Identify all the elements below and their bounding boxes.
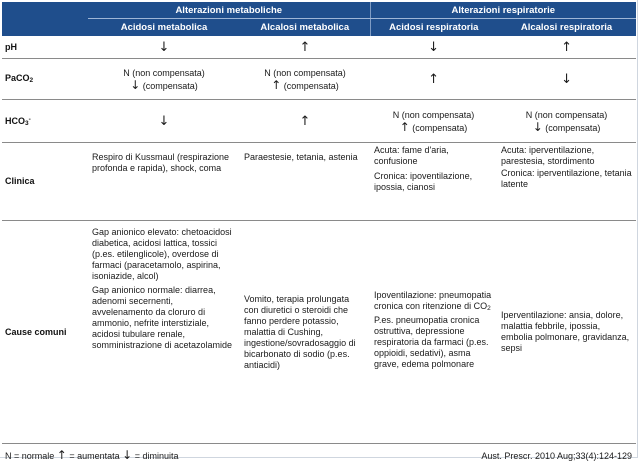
arrow-down-icon: ↓ <box>428 40 439 55</box>
header-respiratory-group: Alterazioni respiratorie <box>370 2 636 19</box>
cell-hco3-alcalosi-resp <box>497 100 636 143</box>
arrow-down-icon: ↓ <box>159 114 170 129</box>
cell-clinica-acidosi-met: Respiro di Kussmaul (respirazione profonda e rapida), shock, coma <box>88 143 240 221</box>
hco3-label-sup: - <box>29 116 31 123</box>
paco2-acidosi-met-line1: N (non compensata) <box>92 67 236 79</box>
cell-paco2-acidosi-resp <box>370 59 497 100</box>
cell-clinica-alcalosi-resp <box>497 143 636 221</box>
arrow-down-icon: ↓ <box>561 72 572 87</box>
cell-hco3-acidosi-resp <box>370 100 497 143</box>
cell-cause-acidosi-met <box>88 221 240 444</box>
cell-clinica-alcalosi-met: Paraestesie, tetania, astenia <box>240 143 370 221</box>
clinica-alcalosi-resp-cronica: Cronica: iperventilazione, tetania latente <box>501 168 632 190</box>
hco3-acidosi-resp-line1: N (non compensata) <box>374 109 493 121</box>
cause-acidosi-resp-ipoventilazione-text: Ipoventilazione: pneumopatia cronica con ritenzione di CO <box>374 290 491 311</box>
row-label-paco2 <box>2 59 88 100</box>
cell-paco2-alcalosi-met <box>240 59 370 100</box>
cell-cause-alcalosi-met: Vomito, terapia prolungata con diuretici o steroidi che fanno perdere potassio, malattia di Cushing, ingestione/sovradosaggio di bicarbonato di sodio (p.es. antiacidi) <box>240 221 370 444</box>
hco3-alcalosi-resp-line2: (compensata) <box>545 123 600 133</box>
hco3-label-main: HCO <box>5 116 25 126</box>
cell-ph-alcalosi-met <box>240 36 370 59</box>
table-row-ph <box>2 36 636 59</box>
clinica-acidosi-resp-cronica: Cronica: ipoventilazione, ipossia, cianosi <box>374 171 493 193</box>
clinica-alcalosi-resp-acuta: Acuta: iperventilazione, parestesia, stordimento <box>501 145 632 167</box>
header-column-row <box>2 19 636 37</box>
arrow-up-icon: ↑ <box>300 40 311 55</box>
cell-cause-acidosi-resp <box>370 221 497 444</box>
footer-legend <box>2 444 370 468</box>
arrow-down-icon: ↓ <box>533 120 543 134</box>
row-label-clinica: Clinica <box>2 143 88 221</box>
hco3-label-sub: 3 <box>25 120 29 127</box>
legend-up-text: = aumentata <box>67 451 122 461</box>
cause-acidosi-met-gap-elevato: Gap anionico elevato: chetoacidosi diabetica, acidosi lattica, tossici (p.es. etilenglicole), overdose di farmaci (paracetamolo, aspirina, isoniazide, alcol) <box>92 227 236 282</box>
table-footer-row <box>2 444 636 468</box>
arrow-up-icon: ↑ <box>57 448 67 462</box>
cell-ph-acidosi-met <box>88 36 240 59</box>
hco3-alcalosi-resp-line1: N (non compensata) <box>501 109 632 121</box>
cell-cause-alcalosi-resp: Iperventilazione: ansia, dolore, malattia febbrile, ipossia, embolia polmonare, gravidanza, sepsi <box>497 221 636 444</box>
cell-ph-alcalosi-resp <box>497 36 636 59</box>
paco2-acidosi-met-line2-wrap <box>92 79 236 92</box>
cell-paco2-acidosi-met <box>88 59 240 100</box>
table-row-cause <box>2 221 636 444</box>
row-label-hco3 <box>2 100 88 143</box>
paco2-label-sub: 2 <box>30 77 34 84</box>
clinica-acidosi-resp-acuta: Acuta: fame d'aria, confusione <box>374 145 493 167</box>
footer-source: Aust. Prescr. 2010 Aug;33(4):124-129 <box>370 444 636 468</box>
header-empty-cell <box>2 2 88 19</box>
cause-acidosi-resp-esempi: P.es. pneumopatia cronica ostruttiva, depressione respiratoria da farmaci (p.es. oppioidi, sedativi), asma grave, edema polmonare <box>374 315 493 370</box>
arrow-down-icon: ↓ <box>122 448 132 462</box>
arrow-down-icon: ↓ <box>159 40 170 55</box>
arrow-up-icon: ↑ <box>428 72 439 87</box>
cell-clinica-acidosi-resp <box>370 143 497 221</box>
paco2-alcalosi-met-line2: (compensata) <box>284 81 339 91</box>
cell-hco3-acidosi-met <box>88 100 240 143</box>
arrow-up-icon: ↑ <box>300 114 311 129</box>
cause-acidosi-resp-co2-sub: 2 <box>487 305 491 312</box>
cell-hco3-alcalosi-met <box>240 100 370 143</box>
cause-acidosi-resp-ipoventilazione <box>374 290 493 314</box>
paco2-acidosi-met-line2: (compensata) <box>143 81 198 91</box>
hco3-acidosi-resp-line2-wrap <box>374 121 493 134</box>
cell-ph-acidosi-resp <box>370 36 497 59</box>
header-alcalosi-metabolica: Alcalosi metabolica <box>240 19 370 37</box>
hco3-acidosi-resp-line2: (compensata) <box>412 123 467 133</box>
table-row-clinica <box>2 143 636 221</box>
arrow-down-icon: ↓ <box>130 78 140 92</box>
legend-normal: N = normale <box>5 451 57 461</box>
header-metabolic-group: Alterazioni metaboliche <box>88 2 370 19</box>
hco3-alcalosi-resp-line2-wrap <box>501 121 632 134</box>
table-row-paco2 <box>2 59 636 100</box>
arrow-up-icon: ↑ <box>271 78 281 92</box>
table-row-hco3 <box>2 100 636 143</box>
header-acidosi-respiratoria: Acidosi respiratoria <box>370 19 497 37</box>
acid-base-table <box>2 2 636 468</box>
header-alcalosi-respiratoria: Alcalosi respiratoria <box>497 19 636 37</box>
legend-down-text: = diminuita <box>132 451 178 461</box>
row-label-ph: pH <box>2 36 88 59</box>
row-label-cause: Cause comuni <box>2 221 88 444</box>
header-acidosi-metabolica: Acidosi metabolica <box>88 19 240 37</box>
header-empty-cell <box>2 19 88 37</box>
paco2-alcalosi-met-line1: N (non compensata) <box>244 67 366 79</box>
cell-paco2-alcalosi-resp <box>497 59 636 100</box>
arrow-up-icon: ↑ <box>400 120 410 134</box>
paco2-alcalosi-met-line2-wrap <box>244 79 366 92</box>
header-group-row <box>2 2 636 19</box>
paco2-label-main: PaCO <box>5 73 30 83</box>
cause-acidosi-met-gap-normale: Gap anionico normale: diarrea, adenomi secernenti, avvelenamento da cloruro di ammonio, nefrite interstiziale, acidosi tubulare renale, somministrazione di acetazolamide <box>92 285 236 351</box>
arrow-up-icon: ↑ <box>561 40 572 55</box>
